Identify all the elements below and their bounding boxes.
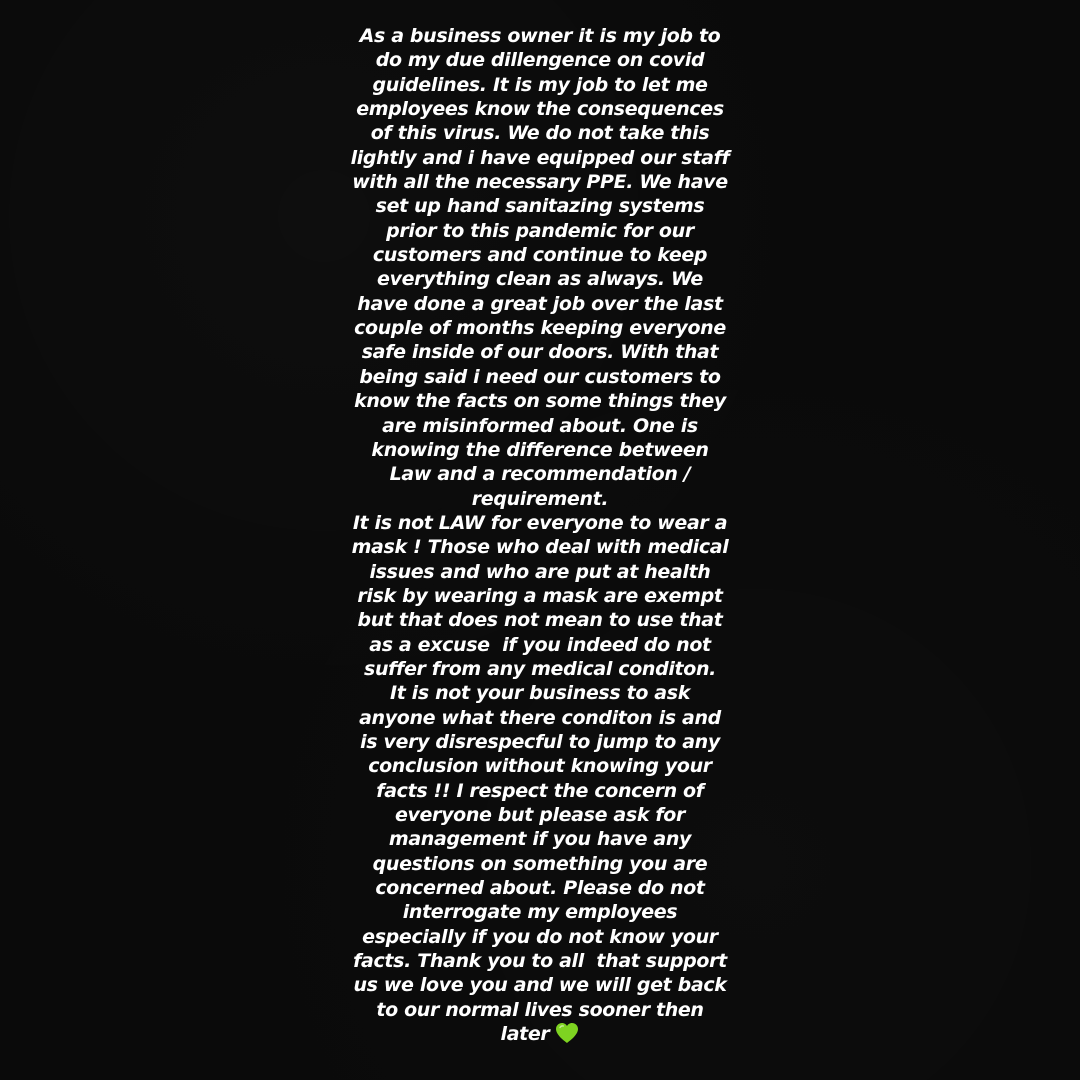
text-line: being said i need our customers to — [359, 365, 721, 388]
text-line: facts !! I respect the concern of — [376, 779, 704, 802]
text-line: employees know the consequences — [356, 98, 724, 121]
text-line: couple of months keeping everyone — [354, 317, 726, 340]
text-line: risk by wearing a mask are exempt — [357, 584, 723, 607]
story-text-block — [340, 24, 740, 1046]
text-line: mask ! Those who deal with medical — [351, 536, 729, 559]
text-line: requirement. — [471, 487, 609, 510]
text-line: of this virus. We do not take this — [370, 122, 710, 145]
text-line: as a excuse if you indeed do not — [369, 633, 711, 656]
text-line: concerned about. Please do not — [375, 877, 705, 900]
text-line: especially if you do not know your — [362, 925, 718, 948]
text-line: to our normal lives sooner then — [376, 998, 704, 1021]
text-line: prior to this pandemic for our — [386, 219, 694, 242]
text-line-last-label: later — [500, 1023, 550, 1046]
text-line: customers and continue to keep — [372, 244, 708, 267]
text-line: are misinformed about. One is — [382, 414, 698, 437]
text-line: know the facts on some things they — [354, 390, 726, 413]
green-heart-icon — [555, 1022, 579, 1044]
text-line: lightly and i have equipped our staff — [350, 146, 730, 169]
text-line: conclusion without knowing your — [368, 755, 712, 778]
text-line: It is not LAW for everyone to wear a — [352, 511, 728, 534]
text-line: anyone what there conditon is and — [359, 706, 721, 729]
text-line: do my due dillengence on covid — [375, 49, 705, 72]
text-line: interrogate my employees — [402, 901, 678, 924]
text-line: everyone but please ask for — [394, 804, 686, 826]
text-line: is very disrespecful to jump to any — [360, 730, 720, 753]
text-line: have done a great job over the last — [357, 292, 723, 315]
text-line: questions on something you are — [372, 852, 708, 875]
text-line: It is not your business to ask — [389, 682, 691, 705]
text-line: facts. Thank you to all that support — [353, 950, 727, 973]
text-line: with all the necessary PPE. We have — [352, 171, 728, 194]
text-line: but that does not mean to use that — [357, 609, 723, 632]
text-line: Law and a recommendation / — [389, 463, 691, 486]
text-line: As a business owner it is my job to — [359, 25, 721, 47]
text-line: everything clean as always. We — [377, 268, 703, 291]
text-line: management if you have any — [388, 828, 692, 851]
text-line: set up hand sanitazing systems — [375, 195, 705, 218]
text-line: knowing the difference between — [371, 438, 709, 461]
text-line: guidelines. It is my job to let me — [372, 73, 708, 96]
text-line: us we love you and we will get back — [353, 974, 727, 997]
text-line-last — [340, 1022, 740, 1046]
text-line: issues and who are put at health — [369, 560, 711, 583]
text-line: safe inside of our doors. With that — [361, 341, 719, 364]
text-line: suffer from any medical conditon. — [364, 657, 716, 680]
